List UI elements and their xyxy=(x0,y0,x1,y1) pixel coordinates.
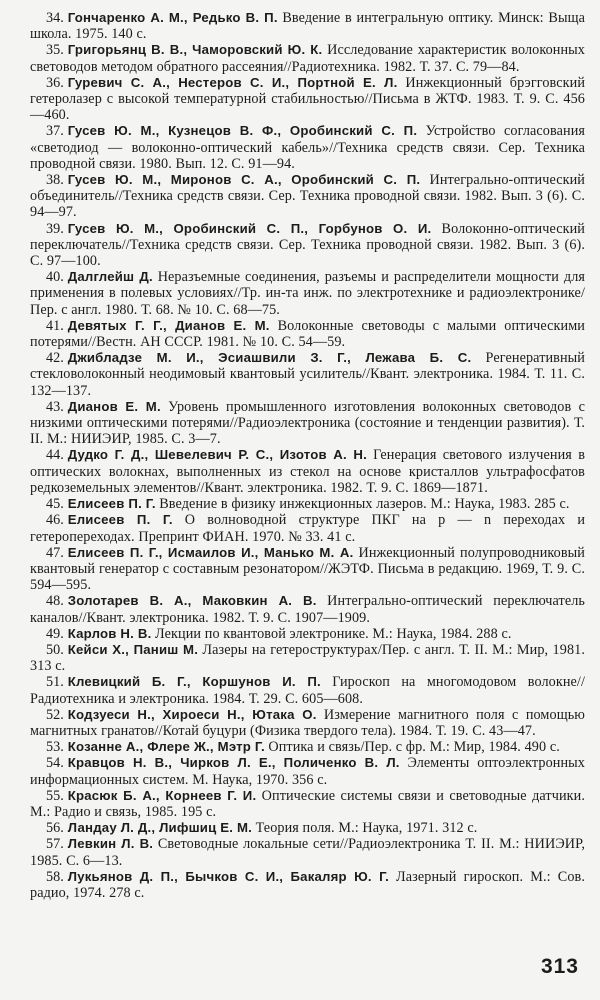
reference-number: 35. xyxy=(46,42,64,59)
reference-text: Неразъемные соединения, разъемы и распределители мощности для применения в полевых условиях//Тр. ин-та инж. по электротехнике и радиоэлектронике/Пер. с англ. 1980. Т. 68. № 10. С. 68—75. xyxy=(30,269,585,318)
reference-text: Генерация светового излучения в оптических волокнах, выполненных из стекол на основе кристаллов ультрафосфатов редкоземельных элементов//Квант. электроника. 1982. Т. 9. С. 1869—1871. xyxy=(30,447,586,496)
reference-entry xyxy=(30,869,585,901)
reference-authors: Гончаренко А. М., Редько В. П. xyxy=(67,10,278,25)
reference-number: 40. xyxy=(46,269,64,286)
reference-number: 57. xyxy=(46,836,64,853)
reference-entry xyxy=(30,788,585,820)
reference-authors: Далглейш Д. xyxy=(67,269,153,285)
reference-authors: Гусев Ю. М., Миронов С. А., Оробинский С. П. xyxy=(67,172,421,188)
reference-number: 50. xyxy=(46,641,64,658)
reference-authors: Козанне А., Флере Ж., Мэтр Г. xyxy=(67,739,265,755)
reference-entry xyxy=(30,269,585,318)
reference-number: 34. xyxy=(46,10,64,26)
reference-authors: Золотарев В. А., Маковкин А. В. xyxy=(67,593,317,609)
reference-text: Устройство согласования «светодиод — волоконно-оптический кабель»//Техника средств связи. Сер. Техника проводной связи. 1980. Вып. 12. С. 91—94. xyxy=(30,123,586,172)
reference-authors: Елисеев П. Г., Исмаилов И., Манько М. А. xyxy=(67,544,354,560)
reference-entry xyxy=(30,350,585,399)
reference-list xyxy=(30,10,585,901)
reference-entry xyxy=(30,593,585,625)
reference-number: 46. xyxy=(46,512,64,529)
reference-text: Лазерный гироскоп. М.: Сов. радио, 1974. 278 с. xyxy=(30,868,585,901)
book-page xyxy=(30,10,585,995)
reference-text: Волоконно-оптический переключатель//Техника средств связи. Сер. Техника проводной связи. 1982. Вып. 3 (6). С. 97—100. xyxy=(30,220,585,270)
reference-entry xyxy=(30,172,585,221)
reference-text: Регенеративный стекловолоконный неодимовый квантовый усилитель//Квант. электроника. 1984. Т. 11. С. 132—137. xyxy=(30,350,585,399)
reference-text: Уровень промышленного изготовления волоконных световодов с низкими оптическими потерями//Радиоэлектроника (состояние и тенденции развития). Т. II. М.: НИИЭИР, 1985. С. 3—7. xyxy=(30,398,585,448)
reference-number: 45. xyxy=(46,496,64,513)
reference-entry xyxy=(30,707,585,739)
reference-authors: Девятых Г. Г., Дианов Е. М. xyxy=(67,317,270,333)
reference-entry xyxy=(30,674,585,706)
reference-entry xyxy=(30,123,585,172)
reference-text: Лекции по квантовой электронике. М.: Наука, 1984. 288 с. xyxy=(155,625,512,642)
reference-authors: Григорьянц В. В., Чаморовский Ю. К. xyxy=(67,42,323,58)
reference-number: 54. xyxy=(46,755,64,772)
reference-text: Теория поля. М.: Наука, 1971. 312 с. xyxy=(255,820,478,837)
reference-text: Исследование характеристик волоконных световодов методом обратного рассеяния//Радиотехника. 1982. Т. 37. С. 79—84. xyxy=(30,42,585,75)
reference-text: Лазеры на гетероструктурах/Пер. с англ. Т. II. М.: Мир, 1981. 313 с. xyxy=(30,641,585,675)
reference-text: Интегрально-оптический переключатель каналов//Квант. электроника. 1982. Т. 9. С. 1907—1909. xyxy=(30,593,585,626)
reference-authors: Гусев Ю. М., Кузнецов В. Ф., Оробинский С. П. xyxy=(67,123,418,139)
reference-text: Элементы оптоэлектронных информационных систем. М. Наука, 1970. 356 с. xyxy=(30,755,586,788)
reference-number: 38. xyxy=(46,172,64,189)
reference-number: 42. xyxy=(46,350,64,367)
reference-entry xyxy=(30,10,585,42)
reference-entry xyxy=(30,739,585,755)
reference-authors: Кравцов Н. В., Чирков Л. Е., Поличенко В. Л. xyxy=(67,755,400,771)
reference-entry xyxy=(30,42,585,74)
page-number: 313 xyxy=(540,955,579,978)
reference-text: Волоконные световоды с малыми оптическими потерями//Вестн. АН СССР. 1981. № 10. С. 54—59. xyxy=(30,317,586,351)
reference-text: Оптика и связь/Пер. с фр. М.: Мир, 1984. 490 с. xyxy=(268,739,560,756)
reference-authors: Кейси Х., Паниш М. xyxy=(67,641,199,657)
reference-authors: Кодзуеси Н., Хироеси Н., Ютака О. xyxy=(67,706,317,722)
reference-number: 58. xyxy=(46,868,64,885)
reference-number: 52. xyxy=(46,706,64,723)
reference-number: 55. xyxy=(46,787,64,804)
reference-authors: Дудко Г. Д., Шевелевич Р. С., Изотов А. Н. xyxy=(67,447,367,463)
reference-text: Введение в интегральную оптику. Минск: Выща школа. 1975. 140 с. xyxy=(30,10,586,43)
reference-entry xyxy=(30,318,585,350)
reference-number: 36. xyxy=(46,74,64,91)
reference-authors: Левкин Л. В. xyxy=(67,836,154,852)
reference-entry xyxy=(30,75,585,124)
reference-entry xyxy=(30,755,585,787)
reference-entry xyxy=(30,399,585,448)
reference-authors: Клевицкий Б. Г., Коршунов И. П. xyxy=(67,674,321,690)
reference-number: 44. xyxy=(46,447,64,464)
reference-authors: Дианов Е. М. xyxy=(67,398,161,414)
reference-authors: Джибладзе М. И., Эсиашвили З. Г., Лежава Б. С. xyxy=(67,350,472,366)
reference-number: 43. xyxy=(46,398,64,415)
reference-authors: Ландау Л. Д., Лифшиц Е. М. xyxy=(67,820,253,836)
reference-text: Оптические системы связи и световодные датчики. М.: Радио и связь, 1985. 195 с. xyxy=(30,787,585,820)
reference-text: Инжекционный брэгговский гетеролазер с высокой температурной стабильностью//Письма в ЖТФ. 1983. Т. 9. С. 456—460. xyxy=(30,74,586,124)
reference-entry xyxy=(30,626,585,642)
reference-number: 53. xyxy=(46,739,64,756)
reference-entry xyxy=(30,545,585,594)
reference-authors: Лукьянов Д. П., Бычков С. И., Бакаляр Ю. Г. xyxy=(67,868,390,884)
reference-entry xyxy=(30,496,585,512)
reference-text: Введение в физику инжекционных лазеров. М.: Наука, 1983. 285 с. xyxy=(159,496,570,513)
reference-number: 41. xyxy=(46,317,64,334)
reference-text: О волноводной структуре ПКГ на p — n переходах и гетеропереходах. Препринт ФИАН. 1970. № 33. 41 с. xyxy=(30,512,586,545)
reference-authors: Елисеев П. Г. xyxy=(67,496,156,512)
reference-entry xyxy=(30,642,585,674)
reference-authors: Елисеев П. Г. xyxy=(67,512,173,528)
reference-entry xyxy=(30,820,585,836)
reference-text: Интегрально-оптический объединитель//Техника средств связи. Сер. Техника проводной связи. 1982. Вып. 3 (6). С. 94—97. xyxy=(30,172,585,221)
reference-entry xyxy=(30,221,585,270)
reference-authors: Красюк Б. А., Корнеев Г. И. xyxy=(67,787,257,803)
reference-text: Гироскоп на многомодовом волокне//Радиотехника и электроника. 1984. Т. 29. С. 605—608. xyxy=(30,674,586,707)
reference-authors: Гусев Ю. М., Оробинский С. П., Горбунов О. И. xyxy=(67,220,432,236)
reference-text: Инжекционный полупроводниковый квантовый генератор с составным резонатором//ЖЭТФ. Письма в редакцию. 1969, Т. 9. С. 594—595. xyxy=(30,544,585,594)
reference-entry xyxy=(30,836,585,868)
reference-text: Измерение магнитного поля с помощью магнитных гранатов//Котай буцури (Физика твердого тела). 1984. Т. 19. С. 43—47. xyxy=(30,706,585,739)
reference-number: 51. xyxy=(46,674,64,691)
reference-number: 49. xyxy=(46,625,64,642)
reference-authors: Гуревич С. А., Нестеров С. И., Портной Е. Л. xyxy=(67,74,398,90)
reference-number: 47. xyxy=(46,544,64,561)
reference-number: 37. xyxy=(46,123,64,140)
reference-number: 48. xyxy=(46,593,64,610)
reference-number: 39. xyxy=(46,220,64,237)
reference-text: Световодные локальные сети//Радиоэлектроника Т. II. М.: НИИЭИР, 1985. С. 6—13. xyxy=(30,836,586,869)
reference-entry xyxy=(30,447,585,496)
reference-number: 56. xyxy=(46,820,64,837)
reference-authors: Карлов Н. В. xyxy=(67,625,152,641)
reference-entry xyxy=(30,512,585,544)
